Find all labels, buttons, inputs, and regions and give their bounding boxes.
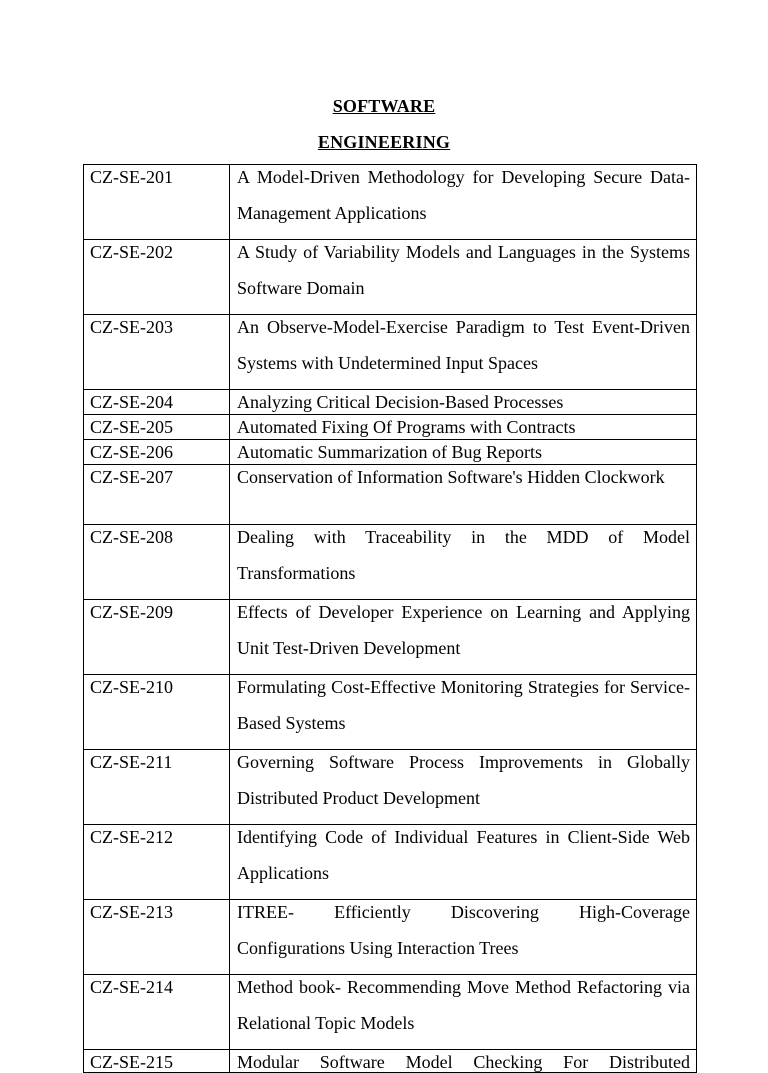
- project-code: CZ-SE-214: [84, 975, 230, 1050]
- project-code: CZ-SE-211: [84, 750, 230, 825]
- table-row: [84, 390, 697, 415]
- project-code: CZ-SE-207: [84, 465, 230, 525]
- project-title: Modular Software Model Checking For Distributed: [237, 1052, 690, 1072]
- project-code: CZ-SE-204: [84, 390, 230, 415]
- project-title-cell: [230, 825, 697, 900]
- table-row: [84, 675, 697, 750]
- project-title-cell: [230, 165, 697, 240]
- project-title: Analyzing Critical Decision-Based Processes: [237, 392, 564, 412]
- project-title: Formulating Cost-Effective Monitoring Strategies for Service-Based Systems: [237, 677, 690, 733]
- project-title: A Study of Variability Models and Languages in the Systems Software Domain: [237, 242, 690, 298]
- project-code: CZ-SE-201: [84, 165, 230, 240]
- table-row: [84, 465, 697, 525]
- project-title: ITREE- Efficiently Discovering High-Coverage Configurations Using Interaction Trees: [237, 902, 690, 958]
- project-code: CZ-SE-203: [84, 315, 230, 390]
- table-row: [84, 525, 697, 600]
- project-title-cell: [230, 415, 697, 440]
- table-row: [84, 600, 697, 675]
- table-row: [84, 165, 697, 240]
- table-row: [84, 900, 697, 975]
- project-title: Dealing with Traceability in the MDD of Model Transformations: [237, 527, 690, 583]
- table-row: [84, 975, 697, 1050]
- project-code: CZ-SE-206: [84, 440, 230, 465]
- project-code: CZ-SE-212: [84, 825, 230, 900]
- project-code: CZ-SE-202: [84, 240, 230, 315]
- project-table: [83, 164, 697, 1073]
- project-title-cell: [230, 675, 697, 750]
- project-title: Method book- Recommending Move Method Refactoring via Relational Topic Models: [237, 977, 690, 1033]
- table-row: [84, 240, 697, 315]
- project-code: CZ-SE-208: [84, 525, 230, 600]
- project-title: Identifying Code of Individual Features in Client-Side Web Applications: [237, 827, 690, 883]
- project-code: CZ-SE-209: [84, 600, 230, 675]
- project-code: CZ-SE-205: [84, 415, 230, 440]
- table-row: [84, 315, 697, 390]
- project-title: Automated Fixing Of Programs with Contracts: [237, 417, 576, 437]
- project-title-cell: [230, 465, 697, 525]
- project-title-cell: [230, 315, 697, 390]
- project-code: CZ-SE-215: [84, 1050, 230, 1073]
- table-row: [84, 750, 697, 825]
- project-title-cell: [230, 750, 697, 825]
- project-code: CZ-SE-210: [84, 675, 230, 750]
- project-title: Effects of Developer Experience on Learning and Applying Unit Test-Driven Development: [237, 602, 690, 658]
- project-title: An Observe-Model-Exercise Paradigm to Test Event-Driven Systems with Undetermined Input Spaces: [237, 317, 690, 373]
- page-subtitle: ENGINEERING: [317, 132, 451, 152]
- project-title: A Model-Driven Methodology for Developing Secure Data-Management Applications: [237, 167, 690, 223]
- project-title-cell: [230, 900, 697, 975]
- project-title: Governing Software Process Improvements in Globally Distributed Product Development: [237, 752, 690, 808]
- page-title: SOFTWARE: [332, 96, 436, 116]
- project-title-cell: [230, 240, 697, 315]
- project-title: Conservation of Information Software's Hidden Clockwork: [237, 467, 665, 487]
- project-title-cell: [230, 600, 697, 675]
- table-row: [84, 1050, 697, 1073]
- project-code: CZ-SE-213: [84, 900, 230, 975]
- project-title-cell: [230, 525, 697, 600]
- project-title-cell: [230, 390, 697, 415]
- table-row: [84, 415, 697, 440]
- table-row: [84, 825, 697, 900]
- project-title: Automatic Summarization of Bug Reports: [237, 442, 542, 462]
- project-title-cell: [230, 975, 697, 1050]
- project-title-cell: [230, 1050, 697, 1073]
